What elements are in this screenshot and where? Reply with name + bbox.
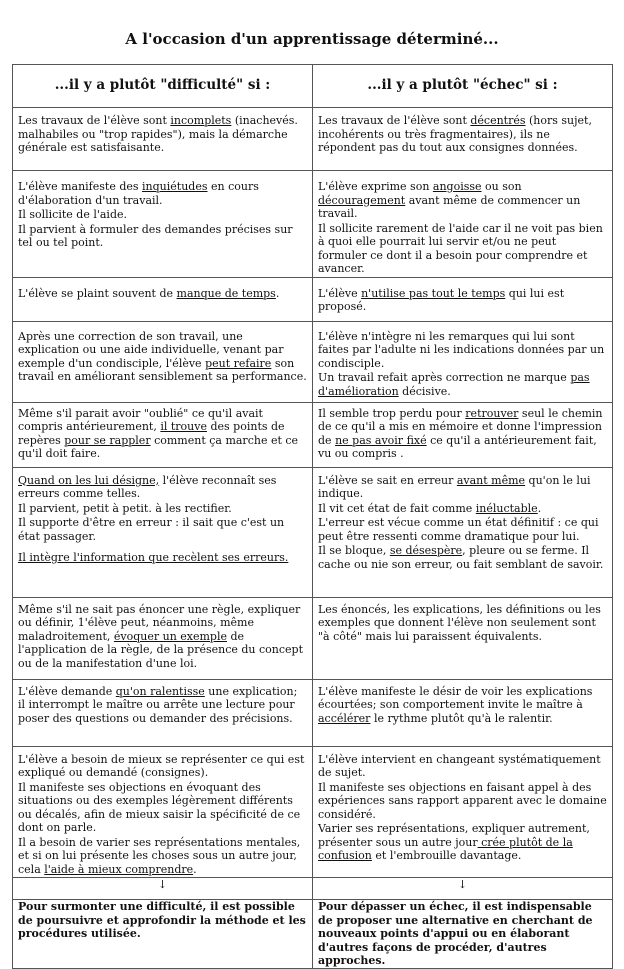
underlined-text: retrouver (465, 406, 519, 420)
cell-paragraph (18, 330, 307, 384)
cell-text: (hors sujet, incohérents ou très fragmentaires), ils ne répondent pas du tout aux consignes données. (318, 114, 592, 154)
cell-text: Il vit cet état de fait comme (318, 501, 476, 515)
underlined-text: découragement (318, 193, 406, 207)
cell-text: L'élève a besoin de mieux se représenter ce qui est expliqué ou demandé (consignes). (18, 752, 305, 779)
cell-text: Les travaux de l'élève sont (318, 114, 471, 127)
cell-paragraph (18, 474, 307, 501)
cell-text: Il se bloque, (318, 544, 390, 557)
cell-text: une explication; il interrompt le maître ou arrête une lecture pour poser des questions ou demander des précisions. (18, 684, 298, 725)
cell-paragraph (318, 753, 607, 780)
cell-text: . (537, 501, 542, 515)
underlined-text: inéluctable (475, 501, 538, 515)
cell-text: L'élève demande (18, 684, 116, 698)
cell-paragraph (318, 114, 607, 155)
arrow-row (13, 878, 613, 900)
cell-difficulte (13, 746, 313, 878)
cell-text: L'erreur est vécue comme un état définitif : ce qui peut être ressenti comme dramatique pour lui. (318, 516, 599, 543)
cell-text: Il a besoin de varier ses représentations mentales, et si on lui présente les choses sous un autre jour, cela (18, 835, 301, 876)
cell-paragraph (18, 753, 307, 780)
underlined-text: il trouve (160, 420, 207, 433)
cell-paragraph (318, 222, 607, 276)
cell-text: son travail en améliorant sensiblement sa performance. (18, 356, 307, 383)
cell-echec (313, 467, 613, 597)
table-row (13, 171, 613, 278)
cell-text: et l'embrouille davantage. (371, 849, 522, 862)
cell-text: seul le chemin de ce qu'il a mis en mémoire et donne l'impression de (318, 406, 603, 447)
cell-echec (313, 746, 613, 878)
cell-difficulte (13, 277, 313, 321)
underlined-text: incomplets (170, 114, 232, 127)
cell-text: , pleure ou se ferme. Il cache ou nie son erreur, ou fait semblant de savoir. (318, 544, 604, 571)
cell-paragraph (18, 603, 307, 671)
cell-text: . (193, 862, 197, 876)
cell-text: qu'on le lui indique. (318, 473, 591, 500)
underlined-text: se désespère (389, 544, 463, 557)
cell-difficulte (13, 321, 313, 402)
cell-paragraph (318, 781, 607, 822)
cell-paragraph (318, 822, 607, 863)
cell-difficulte (13, 108, 313, 171)
cell-paragraph (18, 502, 307, 516)
underlined-text: qu'on ralentisse (115, 684, 205, 698)
table-row (13, 679, 613, 746)
cell-text: Il manifeste ses objections en faisant appel à des expériences sans rapport apparent avec le domaine considéré. (318, 780, 607, 821)
cell-difficulte (13, 171, 313, 278)
cell-text: Les énoncés, les explications, les définitions ou les exemples que donnent l'élève non seulement sont "à côté" mais lui paraissent équivalents. (318, 602, 601, 643)
cell-text: qui lui est proposé. (318, 286, 565, 313)
cell-paragraph (318, 544, 607, 571)
cell-text: Il supporte d'être en erreur : il sait que c'est un état passager. (18, 516, 285, 543)
underlined-text: décentrés (470, 114, 526, 127)
cell-text: l'élève reconnaît ses erreurs comme telles. (18, 473, 277, 500)
underlined-text: accélérer (318, 711, 371, 725)
underlined-text: manque de temps (176, 286, 276, 300)
down-arrow-icon: ↓ (313, 878, 613, 900)
cell-text: L'élève (318, 286, 362, 300)
cell-paragraph (18, 516, 307, 543)
cell-difficulte (13, 679, 313, 746)
cell-text: Un travail refait après correction ne marque (318, 371, 571, 384)
conclusion-echec: Pour dépasser un échec, il est indispensable de proposer une alternative en cherchant de nouveaux points d'appui ou en élaborant d'autres façons de procéder, d'autres approches. (313, 900, 613, 969)
cell-difficulte (13, 467, 313, 597)
cell-paragraph (318, 603, 607, 644)
cell-echec (313, 277, 613, 321)
cell-paragraph (318, 502, 607, 516)
cell-paragraph (18, 223, 307, 250)
table-row (13, 108, 613, 171)
cell-difficulte (13, 597, 313, 679)
cell-paragraph (18, 551, 307, 565)
cell-echec (313, 321, 613, 402)
table-row (13, 597, 613, 679)
cell-paragraph (318, 516, 607, 543)
cell-text: Même s'il ne sait pas énoncer une règle, expliquer ou définir, 1'élève peut, néanmoins, même maladroitement, (18, 602, 301, 643)
underlined-text: crée plutôt de la confusion (318, 835, 573, 862)
cell-text: ce qu'il a antérieurement fait, vu ou compris . (318, 433, 597, 460)
cell-echec (313, 171, 613, 278)
underlined-text: peut refaire (205, 356, 272, 370)
cell-text: des points de repères (18, 420, 285, 447)
cell-text: L'élève manifeste des (18, 180, 143, 193)
cell-paragraph (18, 208, 307, 222)
cell-text: Varier ses représentations, expliquer autrement, présenter sous un autre jour (318, 822, 590, 849)
cell-text: Il parvient à formuler des demandes précises sur tel ou tel point. (18, 222, 293, 249)
table-row (13, 402, 613, 467)
header-echec: ...il y a plutôt "échec" si : (313, 65, 613, 108)
cell-paragraph (318, 287, 607, 314)
underlined-text: l'aide à mieux comprendre (44, 862, 194, 876)
table-row (13, 277, 613, 321)
cell-text: Même s'il parait avoir "oublié" ce qu'il avait compris antérieurement, (18, 406, 263, 433)
cell-text: ou son (481, 180, 522, 193)
cell-text: Après une correction de son travail, une explication ou une aide individuelle, venant par exemple d'un condisciple, l'élève (18, 329, 284, 370)
cell-paragraph (18, 180, 307, 207)
cell-paragraph (18, 836, 307, 877)
cell-paragraph (318, 180, 607, 221)
cell-text: de l'application de la règle, de la présence du concept ou de la manifestation d'une loi. (18, 629, 303, 670)
cell-paragraph (18, 685, 307, 726)
cell-text: Il parvient, petit à petit. à les rectifier. (18, 501, 232, 515)
cell-text: comment ça marche et ce qu'il doit faire. (18, 433, 299, 460)
comparison-table (12, 64, 613, 969)
cell-paragraph (318, 685, 607, 726)
cell-text: Les travaux de l'élève sont (18, 114, 171, 127)
underlined-text: ne pas avoir fixé (335, 433, 427, 447)
cell-text: (inachevés. malhabiles ou "trop rapides"), mais la démarche générale est satisfaisante. (18, 114, 298, 154)
cell-text: Il semble trop perdu pour (318, 406, 466, 420)
cell-paragraph (318, 371, 607, 398)
cell-text: Il sollicite de l'aide. (18, 208, 128, 221)
cell-text: décisive. (398, 384, 451, 398)
underlined-text: Quand on les lui désigne, (18, 473, 160, 487)
cell-paragraph (318, 407, 607, 461)
cell-text: . (275, 286, 280, 300)
cell-paragraph (18, 287, 307, 301)
cell-paragraph (318, 330, 607, 371)
underlined-text: pas d'amélioration (318, 371, 590, 398)
underlined-text: avant même (456, 473, 526, 487)
underlined-text: évoquer un exemple (113, 629, 228, 643)
page-title: A l'occasion d'un apprentissage déterminé... (125, 30, 499, 48)
cell-text: Il manifeste ses objections en évoquant des situations ou des exemples légèrement différents ou décalés, afin de mieux saisir la spécificité de ce dont on parle. (18, 780, 301, 834)
cell-difficulte (13, 402, 313, 467)
underlined-text: n'utilise pas tout le temps (361, 286, 506, 300)
cell-text: Il sollicite rarement de l'aide car il ne voit pas bien à quoi elle pourrait lui servir et/ou ne peut formuler ce dont il a besoin pour comprendre et avancer. (318, 221, 603, 275)
cell-text: L'élève intervient en changeant systématiquement de sujet. (318, 752, 601, 779)
cell-text: en cours d'élaboration d'un travail. (18, 180, 259, 207)
conclusion-row (13, 900, 613, 969)
underlined-text: pour se rappler (64, 433, 151, 447)
table-row (13, 746, 613, 878)
cell-echec (313, 679, 613, 746)
underlined-text: Il intègre l'information que recèlent ses erreurs. (18, 551, 289, 564)
cell-echec (313, 402, 613, 467)
cell-paragraph (18, 781, 307, 835)
cell-text: L'élève n'intègre ni les remarques qui lui sont faites par l'adulte ni les indications données par un condisciple. (318, 329, 605, 370)
cell-text: L'élève se plaint souvent de (18, 286, 177, 300)
down-arrow-icon: ↓ (13, 878, 313, 900)
cell-text: le rythme plutôt qu'à le ralentir. (370, 711, 553, 725)
cell-text: L'élève se sait en erreur (318, 473, 457, 487)
underlined-text: angoisse (432, 180, 482, 193)
cell-text: avant même de commencer un travail. (318, 193, 581, 220)
cell-echec (313, 597, 613, 679)
underlined-text: inquiétudes (142, 180, 208, 193)
cell-paragraph (18, 407, 307, 461)
conclusion-difficulte: Pour surmonter une difficulté, il est possible de poursuivre et approfondir la méthode et les procédures utilisée. (13, 900, 313, 969)
header-difficulte: ...il y a plutôt "difficulté" si : (13, 65, 313, 108)
table-row (13, 321, 613, 402)
cell-echec (313, 108, 613, 171)
cell-paragraph (318, 474, 607, 501)
table-row (13, 467, 613, 597)
cell-text: L'élève manifeste le désir de voir les explications écourtées; son comportement invite le maître à (318, 684, 593, 711)
cell-paragraph (18, 114, 307, 155)
header-row (13, 65, 613, 108)
cell-text: L'élève exprime son (318, 180, 433, 193)
